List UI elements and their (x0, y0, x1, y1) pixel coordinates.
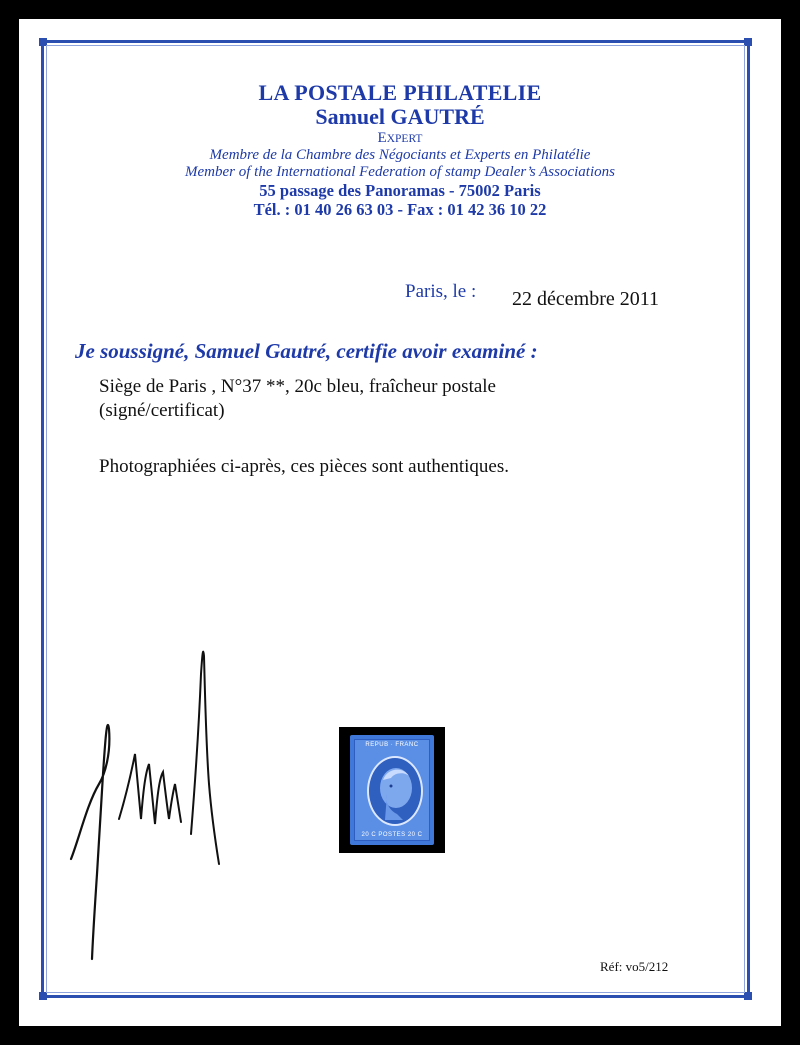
address: 55 passage des Panoramas - 75002 Paris (259, 181, 541, 200)
authenticity-conclusion: Photographiées ci-après, ces pièces sont authentiques. (99, 456, 509, 477)
item-note: (signé/certificat) (99, 400, 225, 421)
expert-title (19, 130, 781, 147)
corner-ornament (39, 992, 47, 1000)
corner-ornament (744, 38, 752, 46)
expert-title-rest: XPERT (386, 133, 423, 145)
handwritten-signature (59, 634, 239, 964)
item-description: Siège de Paris , N°37 **, 20c bleu, fraîcheur postale (99, 376, 496, 397)
date-value: 22 décembre 2011 (512, 288, 659, 310)
expert-title-initial: E (377, 130, 387, 146)
stamp-photo (339, 727, 445, 853)
stamp-face (354, 739, 430, 841)
membership-french: Membre de la Chambre des Négociants et Experts en Philatélie (209, 147, 591, 163)
date-label: Paris, le : (405, 281, 477, 302)
membership-english: Member of the International Federation of stamp Dealer’s Associations (185, 164, 615, 180)
corner-ornament (744, 992, 752, 1000)
stamp-top-text: REPUB · FRANC (365, 742, 419, 748)
corner-ornament (39, 38, 47, 46)
company-name: LA POSTALE PHILATELIE (258, 80, 542, 105)
stamp (350, 735, 434, 845)
letterhead (19, 81, 781, 219)
certification-statement: Je soussigné, Samuel Gautré, certifie avoir examiné : (75, 339, 538, 363)
expert-name: Samuel GAUTRÉ (315, 104, 485, 129)
ceres-portrait-icon (367, 756, 423, 826)
reference-number: Réf: vo5/212 (600, 959, 669, 974)
stamp-bottom-text: 20 C POSTES 20 C (361, 832, 423, 838)
certificate-page (19, 19, 781, 1026)
phone-fax: Tél. : 01 40 26 63 03 - Fax : 01 42 36 10 22 (253, 200, 547, 219)
